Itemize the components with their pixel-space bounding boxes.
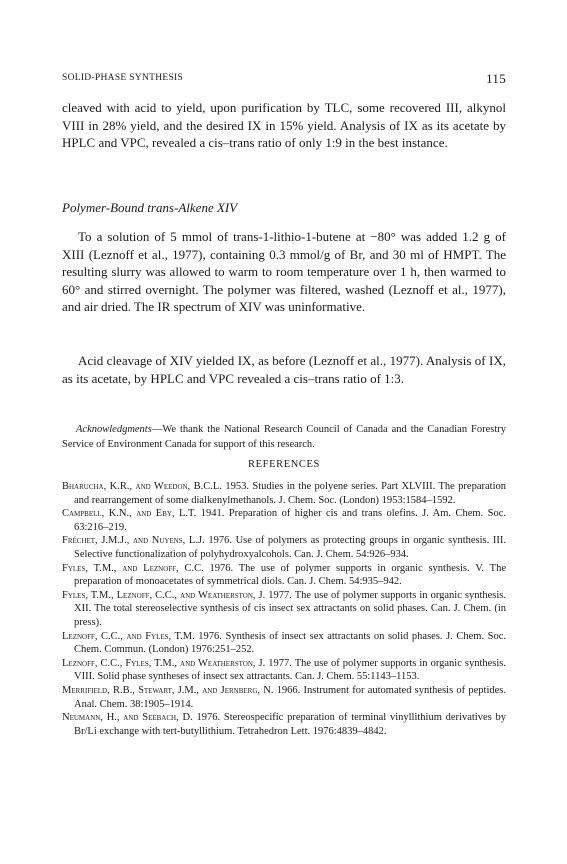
references-heading: REFERENCES	[248, 459, 320, 470]
reference-item: Leznoff, C.C., Fyles, T.M., and Weatherston, J. 1977. The use of polymer supports in organic synthesis. VIII. Solid phase syntheses of insect sex attractants. Can. J. Chem. 55:1143–1153.	[62, 657, 506, 683]
acknowledgments-text: —We thank the National Research Council of Canada and the Canadian Forestry Service of Environment Canada for support of this research.	[62, 424, 506, 450]
references-list	[62, 480, 506, 738]
reference-item: Neumann, H., and Seebach, D. 1976. Stereospecific preparation of terminal vinyllithium derivatives by Br/Li exchange with tert-butyllithium. Tetrahedron Lett. 1976:4839–4842.	[62, 712, 506, 737]
reference-item: Fréchet, J.M.J., and Nuyens, L.J. 1976. Use of polymers as protecting groups in organic synthesis. III. Selective functionalization of polyhydroxyalcohols. Can. J. Chem. 54:926–934.	[62, 535, 507, 560]
section-heading: Polymer-Bound trans-Alkene XIV	[62, 200, 238, 215]
reference-item: Merrifield, R.B., Stewart, J.M., and Jernberg, N. 1966. Instrument for automated synthesis of peptides. Anal. Chem. 38:1905–1914.	[62, 684, 506, 710]
running-title: SOLID-PHASE SYNTHESIS	[62, 73, 184, 83]
paragraph-1: cleaved with acid to yield, upon purification by TLC, some recovered III, alkynol VIII in 28% yield, and the desired IX in 15% yield. Analysis of IX as its acetate by HPLC and VPC, revealed a cis–trans ratio of only 1:9 in the best instance.	[62, 100, 506, 150]
paragraph-2: To a solution of 5 mmol of trans-1-lithio-1-butene at −80° was added 1.2 g of XIII (Leznoff et al., 1977), containing 0.3 mmol/g of Br, and 30 ml of HMPT. The resulting slurry was allowed to warm to room temperature over 1 h, then warmed to 60° and stirred overnight. The polymer was filtered, washed (Leznoff et al., 1977), and air dried. The IR spectrum of XIV was uninformative.	[62, 229, 506, 314]
reference-item: Fyles, T.M., Leznoff, C.C., and Weatherston, J. 1977. The use of polymer supports in organic synthesis. XII. The total stereoselective synthesis of cis insect sex attractants on solid phases. Can. J. Chem. (in press).	[62, 589, 506, 628]
running-header	[62, 73, 506, 87]
reference-item: Campbell, K.N., and Eby, L.T. 1941. Preparation of higher cis and trans olefins. J. Am. Chem. Soc. 63:216–219.	[62, 508, 506, 533]
reference-item: Leznoff, C.C., and Fyles, T.M. 1976. Synthesis of insect sex attractants on solid phases. J. Chem. Soc. Chem. Commun. (London) 1976:251–252.	[62, 630, 506, 656]
page-number: 115	[486, 71, 506, 86]
reference-item: Bharucha, K.R., and Weedon, B.C.L. 1953. Studies in the polyene series. Part XLVIII. The preparation and rearrangement of some dialkenylmethanols. J. Chem. Soc. (London) 1953:1584–1592.	[62, 481, 506, 506]
acknowledgments	[62, 423, 506, 452]
paragraph-3: Acid cleavage of XIV yielded IX, as before (Leznoff et al., 1977). Analysis of IX, as its acetate, by HPLC and VPC revealed a cis–trans ratio of 1:3.	[62, 353, 506, 386]
reference-item: Fyles, T.M., and Leznoff, C.C. 1976. The use of polymer supports in organic synthesis. V. The preparation of monoacetates of symmetrical diols. Can. J. Chem. 54:935–942.	[62, 562, 506, 588]
acknowledgments-lead: Acknowledgments	[76, 424, 152, 435]
